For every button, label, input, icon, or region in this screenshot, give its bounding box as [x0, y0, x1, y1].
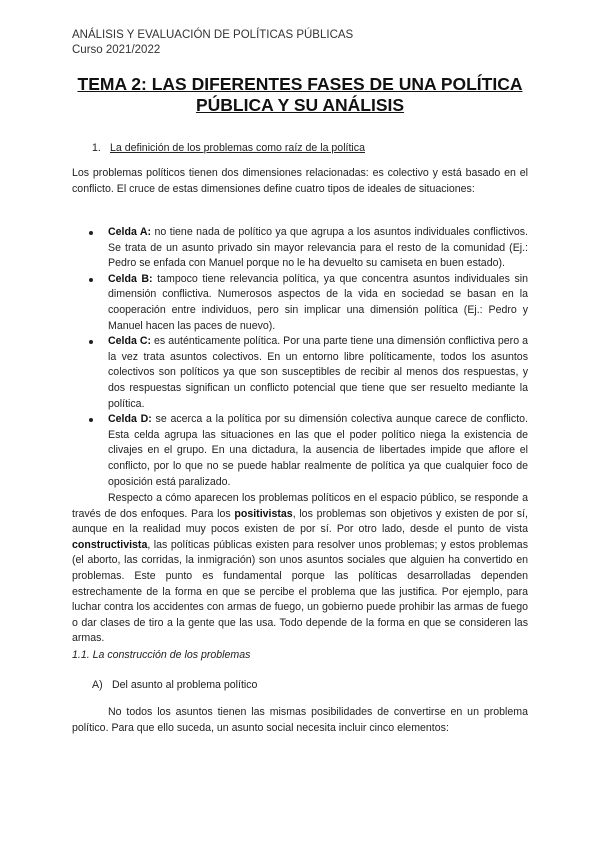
text-segment: Respecto a cómo aparecen los problemas políticos en el espacio público, se responde a través de dos enfoques. Para los	[72, 492, 528, 520]
approaches-paragraph	[72, 491, 528, 647]
bullet-label: Celda A:	[108, 226, 152, 238]
bullet-label: Celda B:	[108, 272, 153, 285]
course-name: ANÁLISIS Y EVALUACIÓN DE POLÍTICAS PÚBLICAS	[72, 29, 354, 41]
text-segment: , las políticas públicas existen para resolver unos problemas; y estos problemas (el aborto, las corridas, la inmigración) son unos asuntos sociales que alguien ha convertido en problemas. Este punto es fundamental porque las políticas desarrolladas dependen estrechamente de la forma en que se percibe el problema que las justifica. Por ejemplo, para luchar contra los accidentes con armas de fuego, un gobierno puede prohibir las armas de fuego o dar clases de tiro a la gente que las usa. Todo depende de la forma en que se consideren las armas.	[72, 538, 528, 645]
subheading-title: Del asunto al problema político	[112, 679, 258, 691]
bullet-text: se acerca a la política por su dimensión colectiva aunque carece de conflicto. Esta celda agrupa las situaciones en las que el poder político niega la existencia de clivajes en el grupo. En una dictadura, la ausencia de libertades impide que aflore el conflicto, por lo que no se puede hablar realmente de política ya que cualquier foco de oposición está paralizado.	[108, 413, 528, 488]
intro-paragraph: Los problemas políticos tienen dos dimensiones relacionadas: es colectivo y está basado en el conflicto. El cruce de estas dimensiones define cuatro tipos de ideales de situaciones:	[72, 167, 528, 195]
list-item	[108, 412, 528, 490]
term-positivistas: positivistas	[234, 507, 293, 520]
page-title	[72, 74, 528, 116]
final-paragraph: No todos los asuntos tienen las mismas posibilidades de convertirse en un problema político. Para que ello suceda, un asunto social necesita incluir cinco elementos:	[72, 706, 528, 734]
section-number: 1.	[92, 142, 101, 154]
document-header	[72, 28, 528, 58]
title-line-1: TEMA 2: LAS DIFERENTES FASES DE UNA POLÍTICA	[77, 74, 523, 94]
list-item	[108, 272, 528, 334]
bullet-label: Celda C:	[108, 335, 152, 348]
subheading-a	[92, 678, 548, 694]
title-line-2: PÚBLICA Y SU ANÁLISIS	[195, 95, 405, 115]
bullet-text: es auténticamente política. Por una parte tiene una dimensión conflictiva pero a la vez trata asuntos colectivos. En un entorno libre políticamente, todos los asuntos colectivos son políticos ya que son susceptibles de recibir al menos dos respuestas, y dos respuestas significan un conflicto potencial que tiene que ser resuelto mediante la política.	[108, 335, 528, 410]
bullet-text: tampoco tiene relevancia política, ya que concentra asuntos individuales sin dimensión conflictiva. Numerosos aspectos de la vida en sociedad se basan en la cooperación entre individuos, pero sin implicar una dimensión política (Ej.: Pedro y Manuel hacen las paces de nuevo).	[108, 272, 528, 332]
subheading-number: A)	[92, 679, 103, 691]
list-item	[108, 334, 528, 412]
section-title: La definición de los problemas como raíz de la política	[110, 142, 365, 154]
section-heading	[92, 141, 548, 157]
text-segment: , los problemas son objetivos y existen de por sí, aunque en la realidad muy pocos existen de por sí. Por otro lado, desde el punto de vista	[72, 507, 528, 536]
course-year: Curso 2021/2022	[72, 44, 161, 56]
cell-list	[108, 225, 528, 490]
bullet-label: Celda D:	[108, 413, 152, 426]
list-item	[108, 225, 528, 272]
term-constructivista: constructivista	[72, 538, 148, 551]
subsection-heading: 1.1. La construcción de los problemas	[72, 649, 251, 661]
bullet-text: no tiene nada de político ya que agrupa a los asuntos individuales conflictivos. Se trata de un asunto privado sin mayor relevancia para el resto de la comunidad (Ej.: Pedro se enfada con Manuel porque no le ha devuelto su camiseta en buen estado).	[108, 226, 528, 270]
